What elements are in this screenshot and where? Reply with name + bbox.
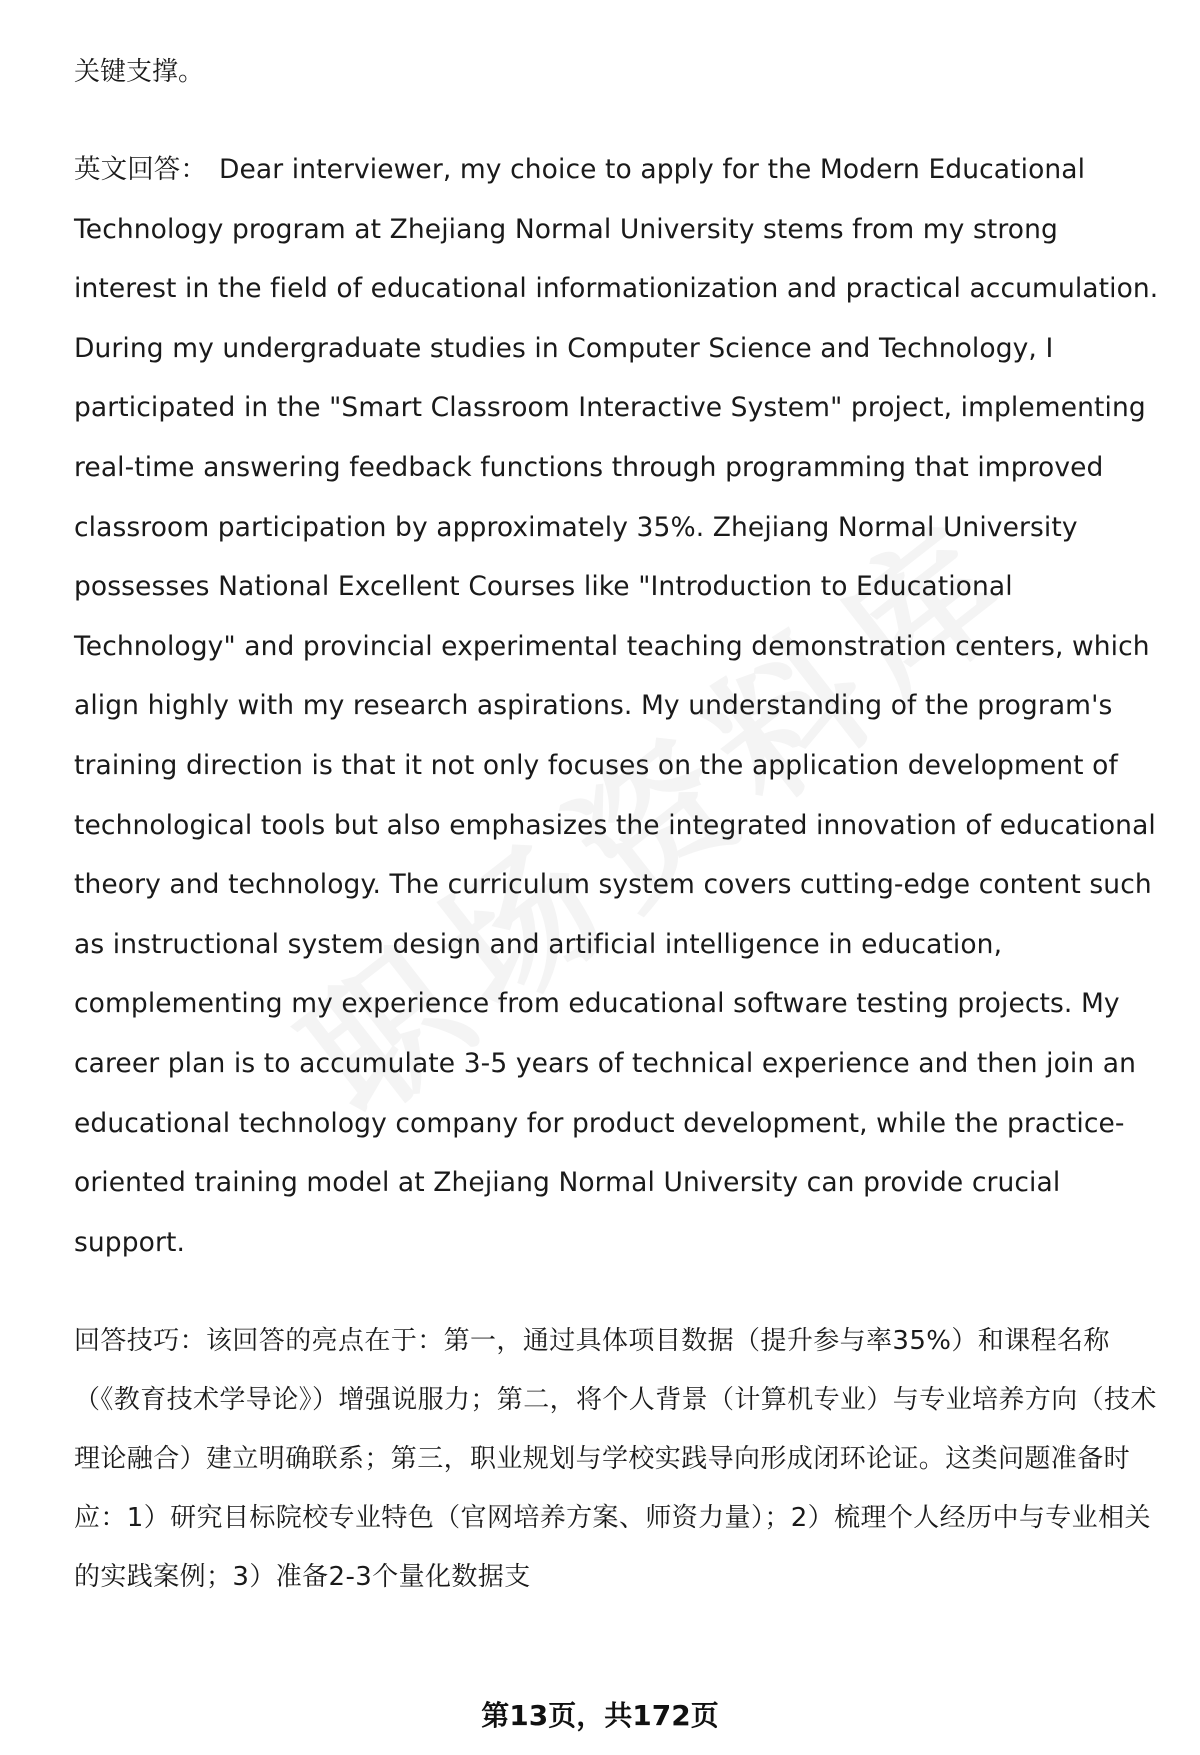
english-answer-text: Dear interviewer, my choice to apply for the Modern Educational Technology program at Zhejiang Normal University stems from my strong interest in the field of educational informationization and practical accumulation. During my undergraduate studies in Computer Science and Technology, I participated in the "Smart Classroom Interactive System" project, implementing real-time answering feedback functions through programming that improved classroom participation by approximately 35%. Zhejiang Normal University possesses National Excellent Courses like "Introduction to Educational Technology" and provincial experimental teaching demonstration centers, which align highly with my research aspirations. My understanding of the program's training direction is that it not only focuses on the application development of technological tools but also emphasizes the integrated innovation of educational theory and technology. The curriculum system covers cutting-edge content such as instructional system design and artificial intelligence in education, complementing my experience from educational software testing projects. My career plan is to accumulate 3-5 years of technical experience and then join an educational technology company for product development, while the practice-oriented training model at Zhejiang Normal University can provide crucial support.	[74, 154, 1159, 1258]
answer-tips-paragraph	[74, 1312, 1164, 1607]
document-page	[74, 52, 1164, 1607]
carry-over-text: 关键支撑。	[74, 57, 205, 87]
answer-tips-label: 回答技巧：	[74, 1326, 207, 1357]
page-footer: 第13页，共172页	[481, 1699, 719, 1732]
english-answer-paragraph	[74, 140, 1164, 1272]
english-answer-label: 英文回答：	[74, 154, 207, 185]
answer-tips-text: 该回答的亮点在于：第一，通过具体项目数据（提升参与率35%）和课程名称（《教育技术学导论》）增强说服力；第二，将个人背景（计算机专业）与专业培养方向（技术理论融合）建立明确联系；第三，职业规划与学校实践导向形成闭环论证。这类问题准备时应：1）研究目标院校专业特色（官网培养方案、师资力量）；2）梳理个人经历中与专业相关的实践案例；3）准备2-3个量化数据支	[74, 1326, 1157, 1593]
